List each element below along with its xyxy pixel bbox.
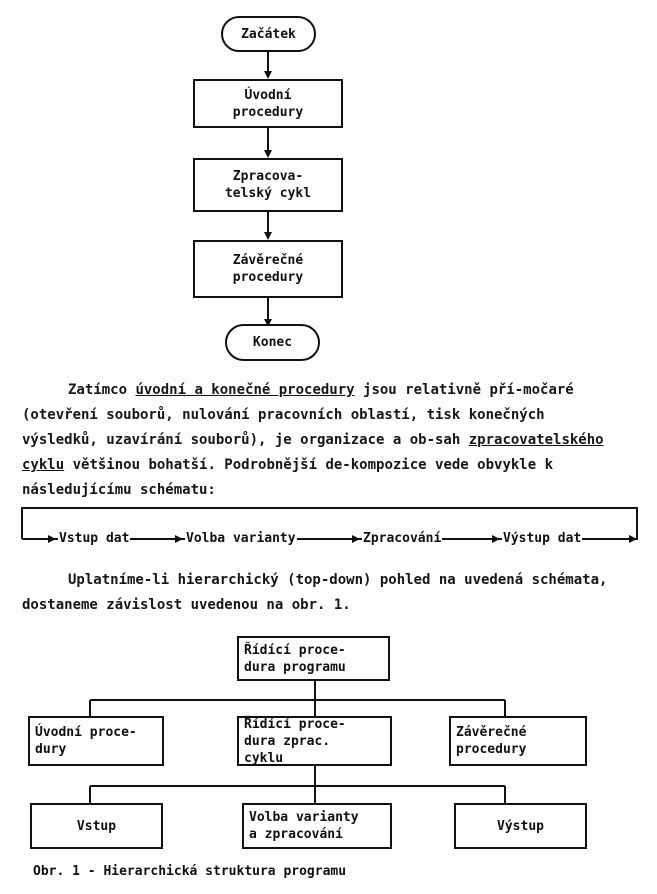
flow-step-processing: [193, 158, 343, 212]
tree-root: [237, 636, 390, 681]
flow-step-final: [193, 240, 343, 298]
sequence-item: Zpracování: [363, 531, 442, 546]
flow-step-intro-label: Úvodní procedury: [232, 87, 304, 120]
arrow-head: [264, 150, 272, 158]
arrow-head: [175, 535, 183, 543]
flow-step-processing-label: Zpracova- telský cykl: [224, 169, 312, 201]
arrow-head: [629, 535, 637, 543]
arrow-head: [264, 232, 272, 240]
paragraph-text: jsou relativně pří-močaré (otevření souborů, nulování pracovních oblastí, tisk konečných výsledků, uzavírání souborů), je organizace a ob-sah: [22, 382, 574, 448]
tree-node-output: [454, 803, 587, 849]
arrow-head: [492, 535, 500, 543]
underlined-term: úvodní a konečné procedury: [135, 382, 355, 398]
sequence-item: Výstup dat: [503, 531, 582, 546]
arrow-head: [48, 535, 56, 543]
flow-step-intro: [193, 79, 343, 128]
tree-node-label: Řídící proce- dura zprac. cyklu: [244, 716, 346, 766]
arrow-head: [352, 535, 360, 543]
flow-end-terminal: [225, 324, 320, 361]
paragraph-text: Uplatníme-li hierarchický (top-down) pohled na uvedená schémata, dostaneme závislost uvedenou na obr. 1.: [22, 572, 608, 613]
flow-start-label: Začátek: [241, 26, 296, 42]
tree-node-processing-control: [237, 716, 392, 766]
underlined-term: zpracovatelského cyklu: [22, 432, 604, 473]
tree-node-intro: [28, 716, 164, 766]
tree-node-label: Vstup: [76, 818, 117, 834]
body-paragraph-2: [22, 568, 622, 618]
arrow-head: [264, 71, 272, 79]
tree-node-label: Úvodní proce- dury: [35, 725, 137, 757]
flow-start-terminal: [221, 16, 316, 52]
figure-caption: Obr. 1 - Hierarchická struktura programu: [33, 864, 347, 879]
sequence-item: Volba varianty: [186, 531, 296, 546]
tree-node-input: [30, 803, 163, 849]
flow-step-final-label: Závěrečné procedury: [232, 253, 304, 285]
tree-root-label: Řídící proce- dura programu: [244, 642, 346, 675]
tree-node-variant-processing: [242, 803, 392, 849]
tree-node-final: [449, 716, 587, 766]
tree-node-label: Výstup: [497, 818, 544, 834]
tree-node-label: Volba varianty a zpracování: [249, 810, 359, 842]
sequence-item: Vstup dat: [59, 531, 130, 546]
tree-node-label: Závěrečné procedury: [456, 725, 527, 757]
body-paragraph-1: [22, 378, 622, 503]
flow-end-label: Konec: [252, 335, 293, 350]
paragraph-text: Zatímco: [68, 382, 136, 398]
paragraph-text: většinou bohatší. Podrobnější de-kompozice vede obvykle k následujícímu schématu:: [22, 457, 554, 498]
